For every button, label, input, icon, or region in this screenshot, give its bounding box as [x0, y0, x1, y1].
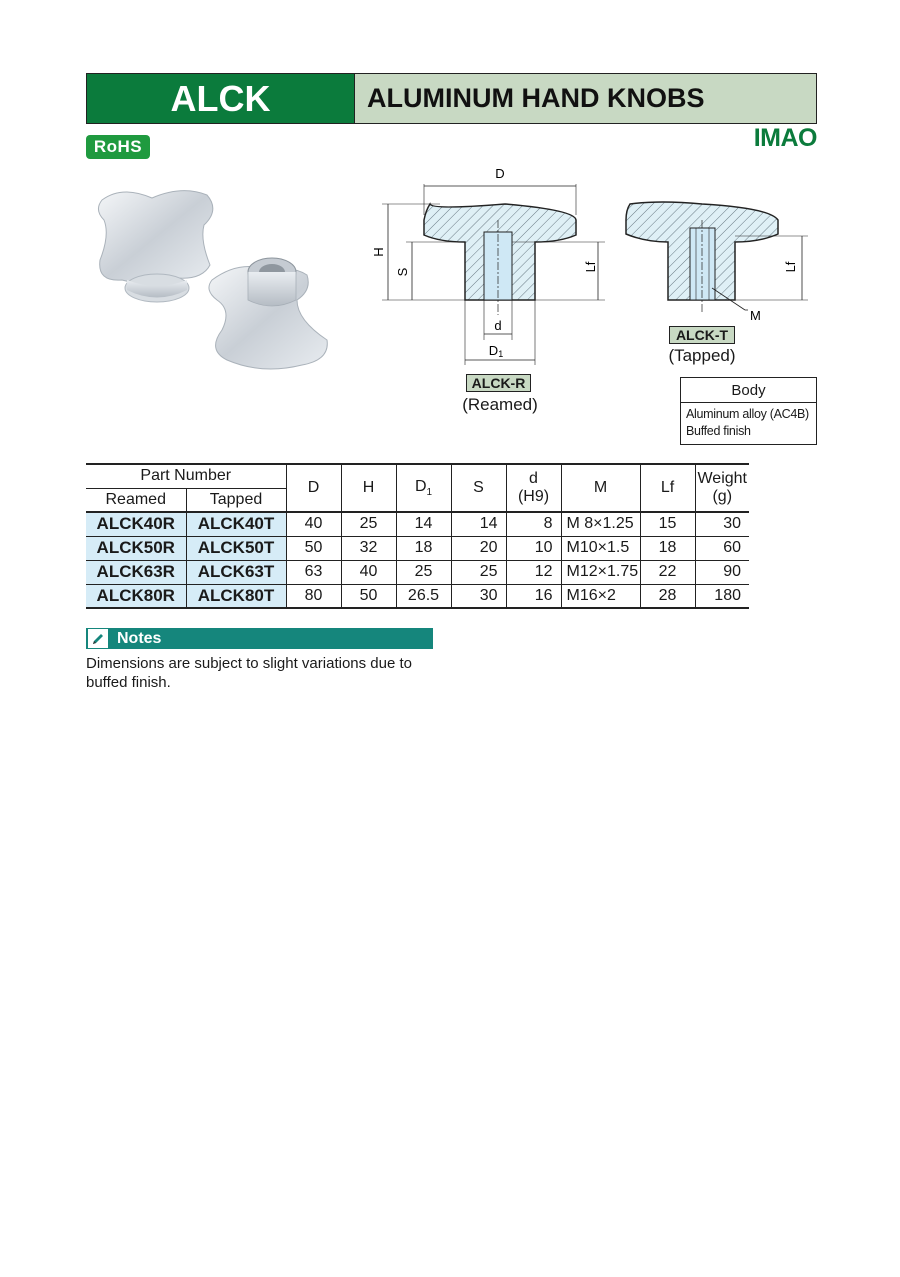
cell-Lf: 18	[640, 536, 695, 560]
cell-D: 63	[286, 560, 341, 584]
table-row	[86, 584, 749, 608]
cell-tapped: ALCK63T	[186, 560, 286, 584]
cell-tapped: ALCK50T	[186, 536, 286, 560]
table-row	[86, 536, 749, 560]
product-title: ALUMINUM HAND KNOBS	[355, 74, 816, 123]
dim-Lf-reamed: Lf	[583, 261, 598, 273]
header-D1: $D_1$	[396, 464, 451, 512]
cell-d: 8	[506, 512, 561, 536]
cell-H: 25	[341, 512, 396, 536]
cell-H: 50	[341, 584, 396, 608]
brand-logo: IMAO	[753, 123, 817, 152]
product-code: ALCK	[87, 74, 355, 123]
header-reamed: Reamed	[86, 488, 186, 512]
cell-H: 32	[341, 536, 396, 560]
header-Lf: Lf	[640, 464, 695, 512]
cell-Lf: 15	[640, 512, 695, 536]
dim-D-reamed: D	[495, 166, 505, 181]
title-bar	[86, 73, 817, 124]
header-d: d (H9)	[506, 464, 561, 512]
header-part-number: Part Number	[86, 464, 286, 488]
header-tapped: Tapped	[186, 488, 286, 512]
cell-Lf: 22	[640, 560, 695, 584]
cell-S: 25	[451, 560, 506, 584]
cell-S: 30	[451, 584, 506, 608]
cell-M: M16×2	[561, 584, 640, 608]
cell-S: 20	[451, 536, 506, 560]
dim-S: S	[395, 267, 410, 277]
dim-d: d	[494, 318, 502, 333]
cell-H: 40	[341, 560, 396, 584]
cell-D1: 18	[396, 536, 451, 560]
tapped-section-view	[626, 202, 808, 323]
cell-D: 50	[286, 536, 341, 560]
header-S: S	[451, 464, 506, 512]
cell-reamed: ALCK50R	[86, 536, 186, 560]
pencil-icon	[88, 629, 108, 648]
cell-reamed: ALCK40R	[86, 512, 186, 536]
tapped-caption: (Tapped)	[668, 346, 736, 365]
dim-D1: D1	[488, 343, 504, 359]
notes-text: Dimensions are subject to slight variations due to buffed finish.	[86, 655, 413, 691]
rohs-badge: RoHS	[86, 135, 150, 159]
material-line-2: Buffed finish	[686, 424, 751, 438]
table-row	[86, 512, 749, 536]
header-H: H	[341, 464, 396, 512]
material-lines	[681, 403, 816, 440]
material-box	[680, 377, 817, 445]
table-header-row	[86, 464, 749, 488]
cell-d: 16	[506, 584, 561, 608]
cell-d: 12	[506, 560, 561, 584]
cell-D1: 26.5	[396, 584, 451, 608]
cell-weight: 30	[695, 512, 749, 536]
header-weight: Weight (g)	[695, 464, 749, 512]
dim-H: H	[371, 247, 386, 257]
cell-reamed: ALCK80R	[86, 584, 186, 608]
material-header: Body	[681, 378, 816, 403]
tapped-label-box: ALCK-T	[669, 326, 735, 344]
cell-M: M 8×1.25	[561, 512, 640, 536]
notes-title: Notes	[117, 629, 162, 647]
cell-D: 80	[286, 584, 341, 608]
cell-D1: 25	[396, 560, 451, 584]
spec-table	[86, 463, 749, 609]
product-photo	[92, 180, 342, 385]
cell-Lf: 28	[640, 584, 695, 608]
cell-D: 40	[286, 512, 341, 536]
cell-S: 14	[451, 512, 506, 536]
material-line-1: Aluminum alloy (AC4B)	[686, 407, 809, 421]
header-D: D	[286, 464, 341, 512]
reamed-section-view	[371, 166, 605, 365]
cell-reamed: ALCK63R	[86, 560, 186, 584]
cell-tapped: ALCK40T	[186, 512, 286, 536]
cell-tapped: ALCK80T	[186, 584, 286, 608]
dim-Lf-tapped: Lf	[783, 261, 798, 273]
cell-M: M10×1.5	[561, 536, 640, 560]
cell-D1: 14	[396, 512, 451, 536]
notes-header	[86, 628, 433, 649]
cell-d: 10	[506, 536, 561, 560]
cell-weight: 60	[695, 536, 749, 560]
cell-M: M12×1.75	[561, 560, 640, 584]
reamed-knob-photo	[98, 191, 212, 284]
reamed-label-box: ALCK-R	[466, 374, 531, 392]
header-M: M	[561, 464, 640, 512]
reamed-caption: (Reamed)	[462, 395, 538, 414]
dim-M: M	[750, 308, 761, 323]
cell-weight: 180	[695, 584, 749, 608]
cell-weight: 90	[695, 560, 749, 584]
table-row	[86, 560, 749, 584]
